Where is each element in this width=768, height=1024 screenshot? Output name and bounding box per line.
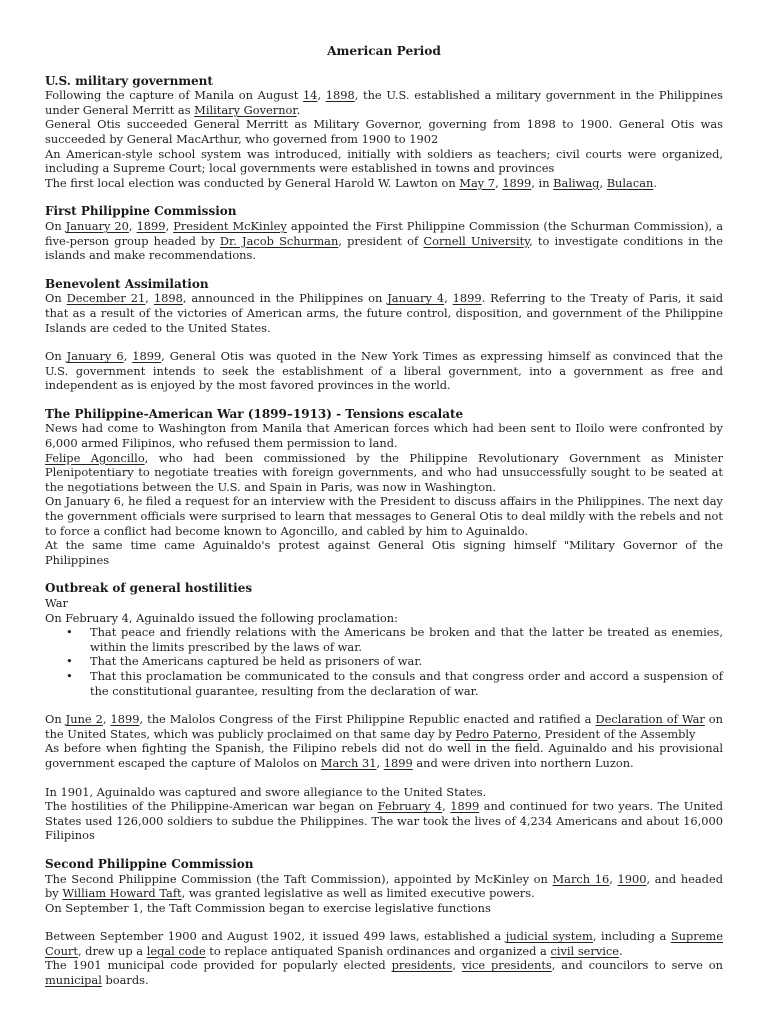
text-run: The 1901 municipal code provided for popularly elected xyxy=(45,958,392,973)
hyperlink[interactable]: 1899 xyxy=(110,712,140,727)
hyperlink[interactable]: January 4 xyxy=(387,291,445,306)
hyperlink[interactable]: presidents xyxy=(391,958,453,973)
paragraph xyxy=(45,611,723,626)
paragraph-gap xyxy=(45,915,723,929)
hyperlink[interactable]: 1898 xyxy=(153,291,183,306)
section-heading: Benevolent Assimilation xyxy=(45,276,209,291)
text-run: , xyxy=(376,755,384,770)
text-run: On January 6, he filed a request for an interview with the President to discuss affairs in the Philippines. The next day the government officials were surprised to learn that messages to General Otis to deal mildly with the rebels and not to force a conflict had become known to Agoncillo, and cabled by him to Aguinaldo. xyxy=(45,494,723,538)
text-run: on the United States, which was publicly proclaimed on that same day by xyxy=(45,712,723,741)
text-run: , including a xyxy=(592,929,671,944)
paragraph xyxy=(45,799,723,843)
hyperlink[interactable]: March 16 xyxy=(552,871,610,886)
hyperlink[interactable]: legal code xyxy=(146,943,206,958)
text-run: Between September 1900 and August 1902, it issued 499 laws, established a xyxy=(45,929,506,944)
text-run: , xyxy=(452,958,462,973)
section-heading: Second Philippine Commission xyxy=(45,856,254,871)
hyperlink[interactable]: Felipe Agoncillo xyxy=(45,450,145,465)
text-run: General Otis succeeded General Merritt as Military Governor, governing from 1898 to 1900. General Otis was succeeded by General MacArthur, who governed from 1900 to 1902 xyxy=(45,117,723,146)
paragraph xyxy=(45,291,723,335)
text-run: On xyxy=(45,712,66,727)
text-run: War xyxy=(45,596,68,610)
text-run: On February 4, Aguinaldo issued the following proclamation: xyxy=(45,610,398,625)
text-run: , xyxy=(145,291,154,306)
text-run: The Second Philippine Commission (the Taft Commission), appointed by McKinley on xyxy=(45,871,553,886)
hyperlink[interactable]: municipal xyxy=(45,973,102,988)
paragraph xyxy=(45,872,723,901)
text-run: , announced in the Philippines on xyxy=(182,291,388,306)
hyperlink[interactable]: 1899 xyxy=(383,755,413,770)
paragraph xyxy=(45,176,723,191)
hyperlink[interactable]: June 2 xyxy=(65,712,103,727)
section xyxy=(45,857,723,988)
hyperlink[interactable]: 1899 xyxy=(450,799,480,814)
text-run: . xyxy=(619,943,623,958)
text-run: As before when fighting the Spanish, the Filipino rebels did not do well in the field. Aguinaldo and his provisional government escaped the capture of Malolos on xyxy=(45,741,723,770)
text-run: , xyxy=(102,712,111,727)
text-run: News had come to Washington from Manila that American forces which had been sent to Iloilo were confronted by 6,000 armed Filipinos, who refused them permission to land. xyxy=(45,421,723,451)
paragraph-gap xyxy=(45,335,723,349)
text-run: and were driven into northern Luzon. xyxy=(412,755,634,770)
hyperlink[interactable]: Declaration of War xyxy=(595,712,705,727)
hyperlink[interactable]: judicial system xyxy=(505,929,593,944)
paragraph xyxy=(45,117,723,146)
text-run: The hostilities of the Philippine-American war began on xyxy=(45,799,378,814)
section-heading: The Philippine-American War (1899–1913) - Tensions escalate xyxy=(45,406,464,421)
hyperlink[interactable]: President McKinley xyxy=(173,218,287,233)
section xyxy=(45,407,723,568)
text-run: , President of the Assembly xyxy=(537,726,696,741)
paragraph xyxy=(45,147,723,176)
paragraph xyxy=(45,929,723,958)
text-run: , who had been commissioned by the Philippine Revolutionary Government as Minister Plenipotentiary to negotiate treaties with foreign governments, and who had unsuccessfully sought to be seated at the negotiations between the U.S. and Spain in Paris, was now in Washington. xyxy=(45,450,723,494)
paragraph xyxy=(45,741,723,770)
text-run: , in xyxy=(531,175,554,190)
hyperlink[interactable]: Dr. Jacob Schurman xyxy=(219,233,339,248)
hyperlink[interactable]: 1899 xyxy=(132,349,162,364)
document-body xyxy=(45,74,723,988)
text-run: , president of xyxy=(338,233,424,248)
hyperlink[interactable]: Cornell University xyxy=(423,233,530,248)
section xyxy=(45,204,723,262)
text-run: , General Otis was quoted in the New York Times as expressing himself as convinced that the U.S. government intends to seek the establishment of a liberal government, into a government as free and independent as is enjoyed by the most favored provinces in the world. xyxy=(45,349,723,393)
hyperlink[interactable]: Pedro Paterno xyxy=(455,726,538,741)
section-heading: Outbreak of general hostilities xyxy=(45,581,253,596)
paragraph xyxy=(45,219,723,263)
text-run: to replace antiquated Spanish ordinances and organized a xyxy=(205,943,551,958)
hyperlink[interactable]: March 31 xyxy=(320,755,377,770)
hyperlink[interactable]: 1900 xyxy=(617,871,647,886)
hyperlink[interactable]: 1899 xyxy=(502,175,532,190)
text-run: , the Malolos Congress of the First Philippine Republic enacted and ratified a xyxy=(139,712,596,727)
hyperlink[interactable]: Supreme Court xyxy=(45,929,723,958)
text-run: , drew up a xyxy=(77,943,147,958)
text-run: and continued for two years. The United States used 126,000 soldiers to subdue the Philippines. The war took the lives of 4,234 Americans and about 16,000 Filipinos xyxy=(45,799,723,843)
list-item: • That this proclamation be communicated to the consuls and that congress order and accord a suspension of the constitutional guarantee, resulting from the declaration of war. xyxy=(90,669,723,698)
text-run: , xyxy=(609,871,618,886)
text-run: On xyxy=(45,218,66,233)
hyperlink[interactable]: January 6 xyxy=(66,349,124,364)
hyperlink[interactable]: 1899 xyxy=(452,291,482,306)
text-run: , and headed by xyxy=(45,871,724,901)
text-run: , was granted legislative as well as limited executive powers. xyxy=(181,886,535,901)
text-run: , to investigate conditions in the islands and make recommendations. xyxy=(45,233,724,263)
text-run: , the U.S. established a military government in the Philippines under General Merritt as xyxy=(45,88,723,117)
text-run: . xyxy=(653,175,657,190)
text-run: , xyxy=(442,799,451,814)
hyperlink[interactable]: May 7 xyxy=(459,175,496,190)
text-run: On xyxy=(45,349,67,364)
text-run: , xyxy=(444,291,453,306)
paragraph-gap xyxy=(45,698,723,712)
paragraph xyxy=(45,494,723,538)
text-run: . Referring to the Treaty of Paris, it said that as a result of the victories of American arms, the future control, disposition, and government of the Philippine Islands are ceded to the United States. xyxy=(45,291,724,335)
text-run: . xyxy=(296,102,301,117)
hyperlink[interactable]: William Howard Taft xyxy=(62,886,182,901)
list-item: • That the Americans captured be held as prisoners of war. xyxy=(90,654,723,669)
text-run: The first local election was conducted by General Harold W. Lawton on xyxy=(45,175,460,190)
hyperlink[interactable]: 14 xyxy=(302,88,318,103)
paragraph xyxy=(45,712,723,741)
section xyxy=(45,277,723,393)
hyperlink[interactable]: vice presidents xyxy=(461,958,552,973)
hyperlink[interactable]: January 20 xyxy=(65,218,129,233)
text-run: An American-style school system was introduced, initially with soldiers as teachers; civil courts were organized, including a Supreme Court; local governments were established in towns and provinces xyxy=(45,146,723,176)
text-run: On xyxy=(45,291,67,306)
text-run: Following the capture of Manila on August xyxy=(45,88,303,103)
text-run: In 1901, Aguinaldo was captured and swore allegiance to the United States. xyxy=(45,784,487,799)
paragraph xyxy=(45,349,723,393)
paragraph xyxy=(45,421,723,450)
hyperlink[interactable]: Baliwag xyxy=(553,175,600,190)
text-run: , xyxy=(123,349,133,364)
text-run: , xyxy=(317,88,326,103)
hyperlink[interactable]: civil service xyxy=(550,943,620,958)
hyperlink[interactable]: Bulacan xyxy=(606,175,654,190)
paragraph xyxy=(45,88,723,117)
text-run: , and councilors to serve on xyxy=(551,958,723,973)
list-item: • That peace and friendly relations with the Americans be broken and that the latter be treated as enemies, within the limits prescribed by the laws of war. xyxy=(90,625,723,654)
paragraph xyxy=(45,785,723,800)
text-run: At the same time came Aguinaldo's protest against General Otis signing himself "Military Governor of the Philippines xyxy=(45,538,723,567)
text-run: boards. xyxy=(101,973,149,988)
text-run: , xyxy=(495,175,503,190)
paragraph xyxy=(45,901,723,916)
paragraph xyxy=(45,538,723,567)
text-run: , xyxy=(599,175,607,190)
hyperlink[interactable]: 1899 xyxy=(136,218,166,233)
text-run: On September 1, the Taft Commission began to exercise legislative functions xyxy=(45,900,491,915)
text-run: appointed the First Philippine Commission (the Schurman Commission), a five-person group headed by xyxy=(45,218,723,248)
text-run: , xyxy=(128,218,137,233)
hyperlink[interactable]: 1898 xyxy=(325,88,355,103)
section xyxy=(45,74,723,191)
hyperlink[interactable]: Military Governor xyxy=(194,102,297,117)
paragraph xyxy=(45,451,723,495)
text-run: , xyxy=(165,218,174,233)
hyperlink[interactable]: February 4 xyxy=(377,799,443,814)
bullet-list xyxy=(45,625,723,698)
paragraph xyxy=(45,596,723,611)
paragraph xyxy=(45,958,723,987)
hyperlink[interactable]: December 21 xyxy=(66,291,146,306)
page-title: American Period xyxy=(327,44,441,58)
paragraph-gap xyxy=(45,771,723,785)
section-heading: U.S. military government xyxy=(45,73,213,88)
section xyxy=(45,581,723,843)
section-heading: First Philippine Commission xyxy=(45,204,237,219)
